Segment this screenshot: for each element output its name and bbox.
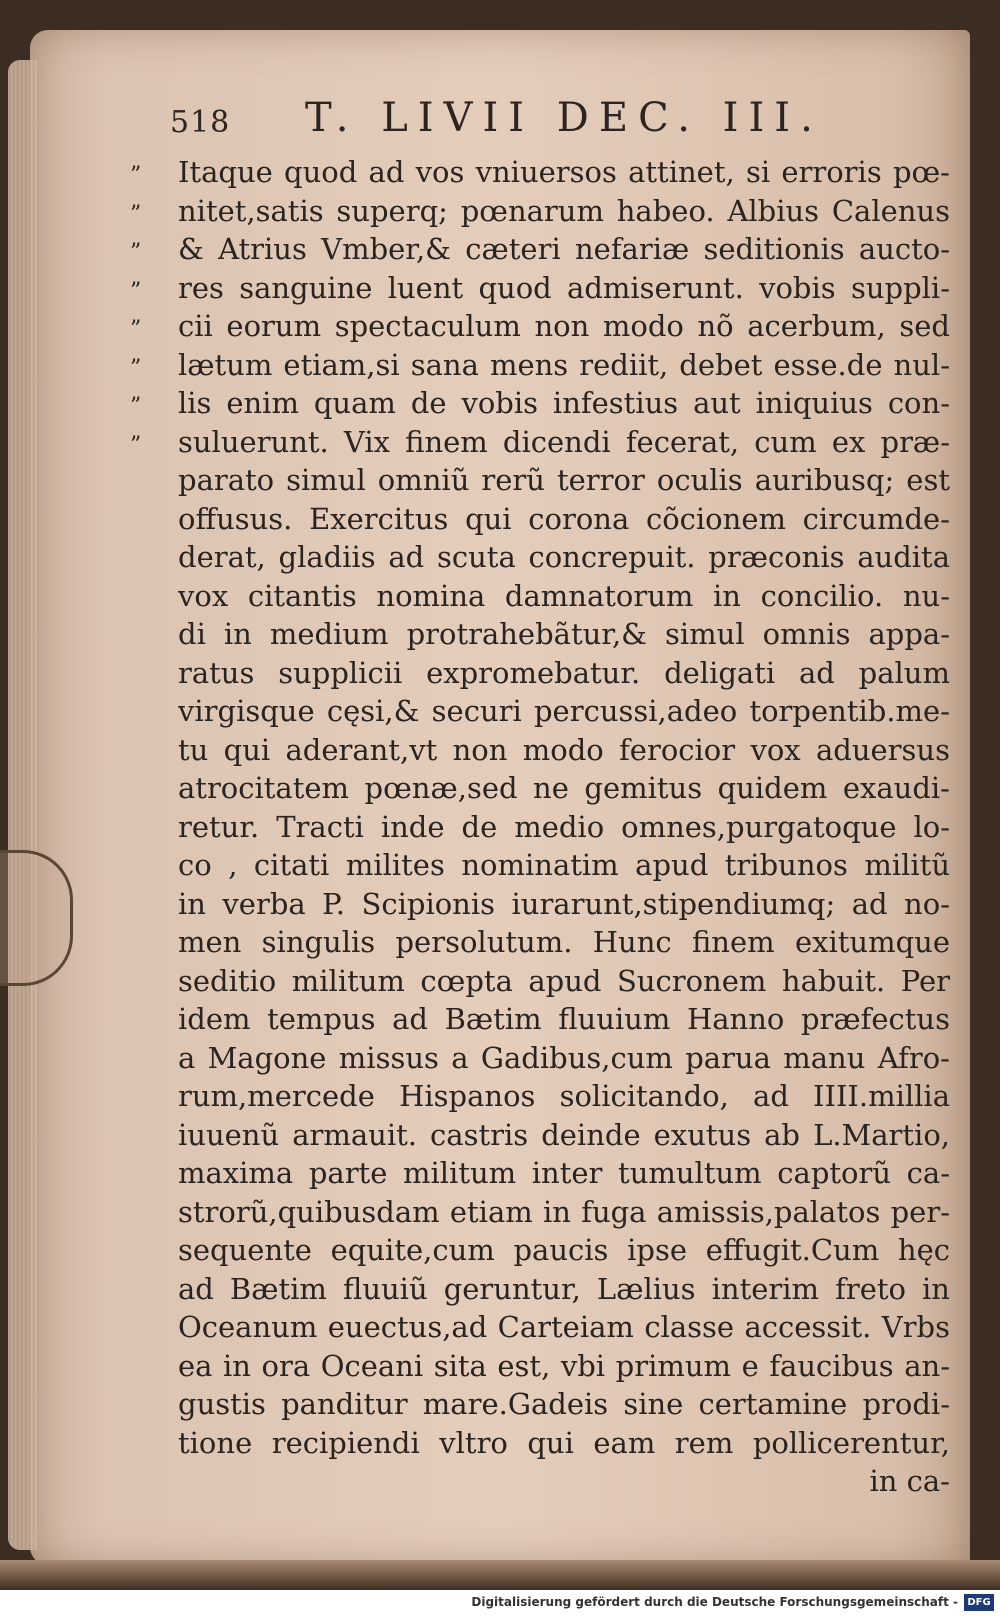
text-line	[130, 617, 950, 656]
text-line	[130, 271, 950, 310]
text-line	[130, 502, 950, 541]
text-line	[130, 1233, 950, 1272]
text-line	[130, 579, 950, 618]
line-text: a Magone missus a Gadibus,cum parua manu Afro-	[178, 1040, 950, 1075]
line-text: virgisque cęsi,& securi percussi,adeo torpentib.me-	[178, 694, 950, 728]
quotation-mark: ”	[130, 355, 142, 381]
text-line	[130, 694, 950, 733]
text-line	[130, 733, 950, 772]
line-text: suluerunt. Vix finem dicendi fecerat, cum ex præ-	[178, 424, 950, 459]
text-line	[130, 425, 950, 464]
line-text: iuuenũ armauit. castris deinde exutus ab L.Martio,	[178, 1117, 950, 1152]
line-text: tu qui aderant,vt non modo ferocior vox aduersus	[178, 732, 950, 767]
text-line	[130, 810, 950, 849]
text-line	[130, 1272, 950, 1311]
text-line	[130, 1156, 950, 1195]
line-text: in ca-	[869, 1464, 950, 1498]
text-line	[130, 1310, 950, 1349]
quotation-mark: ”	[130, 240, 142, 265]
line-text: offusus. Exercitus qui corona cõcionem circumde-	[178, 501, 950, 536]
text-line	[130, 1195, 950, 1234]
footer	[0, 1590, 1000, 1616]
text-line	[130, 386, 950, 425]
text-line	[130, 348, 950, 387]
text-line	[130, 1387, 950, 1426]
text-line	[130, 155, 950, 194]
line-text: co , citati milites nominatim apud tribunos militũ	[178, 848, 950, 882]
text-line	[130, 964, 950, 1003]
quotation-mark: ”	[130, 278, 142, 304]
line-text: lis enim quam de vobis infestius aut iniquius con-	[178, 386, 950, 420]
line-text: atrocitatem pœnæ,sed ne gemitus quidem exaudi-	[178, 771, 950, 805]
line-text: retur. Tracti inde de medio omnes,purgatoque lo-	[178, 809, 950, 844]
quotation-mark: ”	[130, 432, 142, 458]
line-text: & Atrius Vmber,& cæteri nefariæ seditionis aucto-	[178, 232, 950, 266]
line-text: Oceanum euectus,ad Carteiam classe accessit. Vrbs	[178, 1310, 950, 1344]
funding-credit: Digitalisierung gefördert durch die Deutsche Forschungsgemeinschaft -	[471, 1595, 958, 1609]
line-text: derat, gladiis ad scuta concrepuit. præconis audita	[178, 540, 950, 574]
line-text: parato simul omniũ rerũ terror oculis auribusq; est	[178, 463, 950, 497]
line-text: lætum etiam,si sana mens rediit, debet esse.de nul-	[178, 347, 950, 382]
dfg-logo: DFG	[964, 1594, 994, 1611]
bookmark-ribbon	[0, 850, 73, 986]
text-line	[130, 1002, 950, 1041]
line-text: vox citantis nomina damnatorum in concilio. nu-	[178, 578, 950, 613]
line-text: res sanguine luent quod admiserunt. vobis suppli-	[178, 270, 950, 305]
text-line	[130, 540, 950, 579]
line-text: maxima parte militum inter tumultum captorũ ca-	[178, 1156, 950, 1190]
text-line	[130, 1426, 950, 1465]
page-header	[170, 95, 950, 145]
page-edges	[8, 60, 38, 1550]
quotation-mark: ”	[130, 394, 142, 419]
line-text: tione recipiendi vltro qui eam rem pollicerentur,	[178, 1425, 950, 1460]
line-text: in verba P. Scipionis iurarunt,stipendiumq; ad no-	[178, 886, 950, 921]
text-line	[130, 1079, 950, 1118]
body-text	[130, 155, 950, 1503]
quotation-mark: ”	[130, 317, 142, 342]
book-bottom-edge	[0, 1560, 1000, 1590]
line-text: nitet,satis superq; pœnarum habeo. Albius Calenus	[178, 193, 950, 228]
line-text: sequente equite,cum paucis ipse effugit.Cum hęc	[178, 1233, 950, 1267]
text-line	[130, 848, 950, 887]
text-line	[130, 1349, 950, 1388]
text-line	[130, 309, 950, 348]
line-text: gustis panditur mare.Gadeis sine certamine prodi-	[178, 1387, 950, 1421]
line-text: rum,mercede Hispanos solicitando, ad IIII.millia	[178, 1079, 950, 1113]
text-line	[130, 232, 950, 271]
line-text: ad Bætim fluuiũ geruntur, Lælius interim freto in	[178, 1271, 950, 1306]
running-title: T. LIVII DEC. III.	[305, 95, 823, 141]
text-line	[130, 887, 950, 926]
page-number: 518	[170, 105, 231, 140]
line-text: ea in ora Oceani sita est, vbi primum e faucibus an-	[178, 1348, 950, 1383]
text-line	[130, 1041, 950, 1080]
text-line	[130, 1118, 950, 1157]
text-line	[130, 771, 950, 810]
line-text: cii eorum spectaculum non modo nõ acerbum, sed	[178, 309, 950, 343]
text-line	[130, 463, 950, 502]
line-text: strorũ,quibusdam etiam in fuga amissis,palatos per-	[178, 1194, 950, 1229]
line-text: idem tempus ad Bætim fluuium Hanno præfectus	[178, 1002, 950, 1036]
line-text: men singulis persolutum. Hunc finem exitumque	[178, 925, 950, 959]
line-text: Itaque quod ad vos vniuersos attinet, si erroris pœ-	[178, 155, 950, 189]
quotation-mark: ”	[130, 201, 142, 227]
line-text: ratus supplicii expromebatur. deligati ad palum	[178, 655, 950, 690]
text-line	[130, 925, 950, 964]
text-line	[130, 194, 950, 233]
line-text: seditio militum cœpta apud Sucronem habuit. Per	[178, 963, 950, 998]
text-line	[130, 1464, 950, 1503]
quotation-mark: ”	[130, 163, 142, 188]
text-line	[130, 656, 950, 695]
line-text: di in medium protrahebãtur,& simul omnis appa-	[178, 617, 950, 651]
